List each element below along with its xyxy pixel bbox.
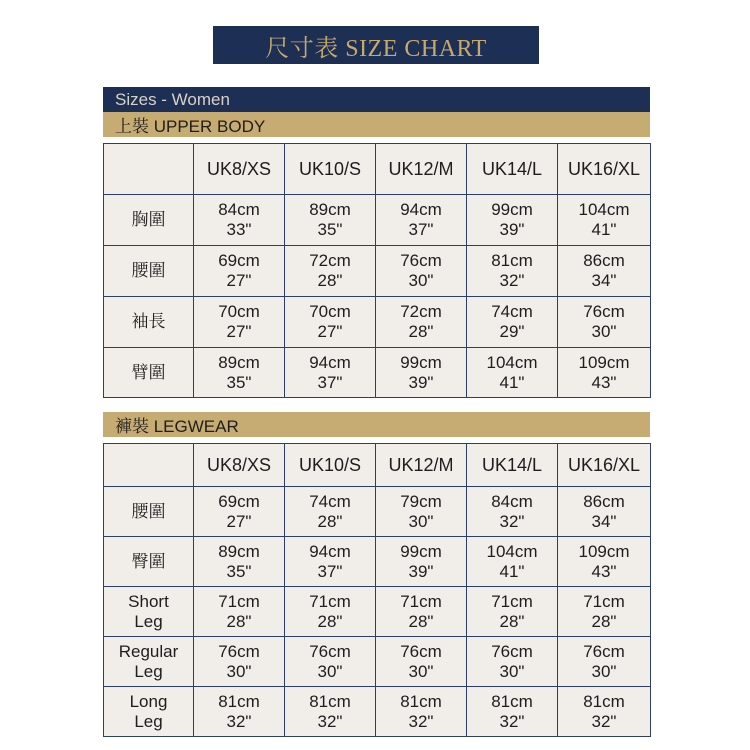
measurement-cell bbox=[285, 297, 376, 348]
measurement-cell bbox=[558, 297, 651, 348]
table-row bbox=[104, 195, 651, 246]
cm-value: 81cm bbox=[218, 691, 260, 711]
inch-value: 30" bbox=[591, 661, 617, 681]
cm-value: 72cm bbox=[309, 251, 351, 270]
inch-value: 43" bbox=[591, 372, 617, 392]
legwear-table bbox=[103, 443, 651, 737]
inch-value: 41" bbox=[499, 561, 525, 581]
inch-value: 27" bbox=[226, 271, 252, 290]
cm-value: 89cm bbox=[309, 200, 351, 219]
measurement-cell bbox=[376, 297, 467, 348]
inch-value: 34" bbox=[591, 271, 617, 290]
measurement-cell bbox=[376, 687, 467, 737]
cm-value: 71cm bbox=[491, 591, 533, 611]
cm-value: 74cm bbox=[309, 491, 351, 511]
inch-value: 32" bbox=[317, 711, 343, 731]
cm-value: 94cm bbox=[309, 352, 351, 372]
measurement-cell bbox=[558, 587, 651, 637]
inch-value: 27" bbox=[317, 322, 343, 341]
row-label-text: 腰圍 bbox=[131, 501, 166, 521]
measurement-cell bbox=[285, 246, 376, 297]
cm-value: 99cm bbox=[491, 200, 533, 219]
cm-value: 86cm bbox=[583, 251, 625, 270]
upper-body-header-label: 上裝 UPPER BODY bbox=[115, 117, 266, 136]
inch-value: 35" bbox=[226, 561, 252, 581]
inch-value: 30" bbox=[499, 661, 525, 681]
measurement-cell bbox=[558, 348, 651, 398]
upper-body-table bbox=[103, 143, 651, 398]
cm-value: 94cm bbox=[309, 541, 351, 561]
measurement-cell bbox=[376, 246, 467, 297]
cm-value: 81cm bbox=[309, 691, 351, 711]
measurement-cell bbox=[285, 687, 376, 737]
measurement-cell bbox=[376, 487, 467, 537]
measurement-cell bbox=[558, 487, 651, 537]
cm-value: 81cm bbox=[583, 691, 625, 711]
size-header: UK10/S bbox=[285, 444, 376, 487]
inch-value: 30" bbox=[226, 661, 252, 681]
table-row bbox=[104, 297, 651, 348]
cm-value: 84cm bbox=[491, 491, 533, 511]
cm-value: 76cm bbox=[400, 641, 442, 661]
inch-value: 32" bbox=[499, 511, 525, 531]
row-label-text: 臂圍 bbox=[131, 362, 166, 382]
size-header: UK14/L bbox=[467, 444, 558, 487]
upper-body-header bbox=[103, 112, 650, 137]
inch-value: 28" bbox=[591, 611, 617, 631]
cm-value: 70cm bbox=[309, 302, 351, 321]
inch-value: 37" bbox=[317, 561, 343, 581]
inch-value: 37" bbox=[408, 220, 434, 239]
row-label bbox=[104, 587, 194, 637]
inch-value: 30" bbox=[591, 322, 617, 341]
inch-value: 33" bbox=[226, 220, 252, 239]
cm-value: 81cm bbox=[400, 691, 442, 711]
table-row bbox=[104, 687, 651, 737]
cm-value: 76cm bbox=[218, 641, 260, 661]
cm-value: 86cm bbox=[583, 491, 625, 511]
measurement-cell bbox=[376, 348, 467, 398]
cm-value: 72cm bbox=[400, 302, 442, 321]
measurement-cell bbox=[467, 246, 558, 297]
measurement-cell bbox=[558, 195, 651, 246]
cm-value: 69cm bbox=[218, 491, 260, 511]
cm-value: 89cm bbox=[218, 541, 260, 561]
inch-value: 28" bbox=[408, 322, 434, 341]
cm-value: 109cm bbox=[578, 541, 630, 561]
size-header: UK8/XS bbox=[194, 144, 285, 195]
row-label bbox=[104, 687, 194, 737]
measurement-cell bbox=[376, 637, 467, 687]
cm-value: 109cm bbox=[578, 352, 630, 372]
cm-value: 74cm bbox=[491, 302, 533, 321]
measurement-cell bbox=[194, 687, 285, 737]
cm-value: 99cm bbox=[400, 352, 442, 372]
measurement-cell bbox=[194, 637, 285, 687]
measurement-cell bbox=[558, 687, 651, 737]
inch-value: 28" bbox=[408, 611, 434, 631]
inch-value: 27" bbox=[226, 322, 252, 341]
measurement-cell bbox=[376, 587, 467, 637]
section-header-women bbox=[103, 87, 650, 112]
size-header: UK14/L bbox=[467, 144, 558, 195]
inch-value: 28" bbox=[226, 611, 252, 631]
row-label bbox=[104, 297, 194, 348]
cm-value: 69cm bbox=[218, 251, 260, 270]
cm-value: 71cm bbox=[400, 591, 442, 611]
measurement-cell bbox=[285, 348, 376, 398]
title-banner bbox=[213, 26, 539, 64]
cm-value: 94cm bbox=[400, 200, 442, 219]
measurement-cell bbox=[558, 537, 651, 587]
inch-value: 30" bbox=[317, 661, 343, 681]
table-header-row bbox=[104, 144, 651, 195]
measurement-cell bbox=[194, 195, 285, 246]
measurement-cell bbox=[194, 587, 285, 637]
cm-value: 70cm bbox=[218, 302, 260, 321]
inch-value: 30" bbox=[408, 661, 434, 681]
row-label bbox=[104, 246, 194, 297]
corner-cell bbox=[104, 144, 194, 195]
cm-value: 76cm bbox=[309, 641, 351, 661]
inch-value: 41" bbox=[499, 372, 525, 392]
measurement-cell bbox=[194, 487, 285, 537]
measurement-cell bbox=[285, 195, 376, 246]
inch-value: 30" bbox=[408, 271, 434, 290]
measurement-cell bbox=[558, 246, 651, 297]
size-header: UK10/S bbox=[285, 144, 376, 195]
inch-value: 28" bbox=[317, 271, 343, 290]
cm-value: 71cm bbox=[309, 591, 351, 611]
measurement-cell bbox=[194, 537, 285, 587]
corner-cell bbox=[104, 444, 194, 487]
inch-value: 39" bbox=[499, 220, 525, 239]
inch-value: 32" bbox=[408, 711, 434, 731]
table-header-row bbox=[104, 444, 651, 487]
measurement-cell bbox=[376, 195, 467, 246]
inch-value: 29" bbox=[499, 322, 525, 341]
size-header: UK16/XL bbox=[558, 144, 651, 195]
measurement-cell bbox=[467, 195, 558, 246]
size-header: UK8/XS bbox=[194, 444, 285, 487]
page-title: 尺寸表 SIZE CHART bbox=[265, 35, 487, 62]
inch-value: 41" bbox=[591, 220, 617, 239]
inch-value: 39" bbox=[408, 561, 434, 581]
measurement-cell bbox=[467, 297, 558, 348]
measurement-cell bbox=[194, 348, 285, 398]
cm-value: 89cm bbox=[218, 352, 260, 372]
measurement-cell bbox=[285, 487, 376, 537]
measurement-cell bbox=[285, 587, 376, 637]
inch-value: 32" bbox=[499, 711, 525, 731]
size-header: UK16/XL bbox=[558, 444, 651, 487]
row-label-text: 臀圍 bbox=[131, 551, 166, 571]
measurement-cell bbox=[194, 246, 285, 297]
inch-value: 35" bbox=[317, 220, 343, 239]
measurement-cell bbox=[467, 348, 558, 398]
cm-value: 99cm bbox=[400, 541, 442, 561]
row-label bbox=[104, 487, 194, 537]
row-label-text: 胸圍 bbox=[131, 210, 166, 229]
inch-value: 39" bbox=[408, 372, 434, 392]
inch-value: 28" bbox=[317, 611, 343, 631]
table-row bbox=[104, 246, 651, 297]
table-row bbox=[104, 537, 651, 587]
inch-value: 35" bbox=[226, 372, 252, 392]
row-label-text: Leg bbox=[134, 711, 163, 731]
inch-value: 28" bbox=[317, 511, 343, 531]
row-label-text: Short bbox=[128, 591, 169, 611]
measurement-cell bbox=[194, 297, 285, 348]
inch-value: 37" bbox=[317, 372, 343, 392]
inch-value: 32" bbox=[591, 711, 617, 731]
inch-value: 34" bbox=[591, 511, 617, 531]
cm-value: 104cm bbox=[486, 352, 538, 372]
table-row bbox=[104, 487, 651, 537]
measurement-cell bbox=[285, 537, 376, 587]
cm-value: 71cm bbox=[218, 591, 260, 611]
inch-value: 32" bbox=[226, 711, 252, 731]
cm-value: 76cm bbox=[400, 251, 442, 270]
measurement-cell bbox=[467, 537, 558, 587]
row-label bbox=[104, 537, 194, 587]
measurement-cell bbox=[467, 687, 558, 737]
row-label bbox=[104, 637, 194, 687]
inch-value: 28" bbox=[499, 611, 525, 631]
inch-value: 27" bbox=[226, 511, 252, 531]
row-label bbox=[104, 195, 194, 246]
row-label-text: Leg bbox=[134, 611, 163, 631]
measurement-cell bbox=[467, 587, 558, 637]
table-row bbox=[104, 587, 651, 637]
cm-value: 79cm bbox=[400, 491, 442, 511]
inch-value: 30" bbox=[408, 511, 434, 531]
size-header: UK12/M bbox=[376, 144, 467, 195]
legwear-header-label: 褲裝 LEGWEAR bbox=[115, 417, 239, 436]
cm-value: 104cm bbox=[486, 541, 538, 561]
table-row bbox=[104, 637, 651, 687]
inch-value: 32" bbox=[499, 271, 525, 290]
row-label-text: Long bbox=[129, 691, 168, 711]
cm-value: 84cm bbox=[218, 200, 260, 219]
row-label-text: Regular bbox=[118, 641, 179, 661]
legwear-header bbox=[103, 412, 650, 437]
measurement-cell bbox=[376, 537, 467, 587]
cm-value: 104cm bbox=[578, 200, 630, 219]
cm-value: 71cm bbox=[583, 591, 625, 611]
cm-value: 81cm bbox=[491, 251, 533, 270]
cm-value: 76cm bbox=[583, 641, 625, 661]
section-header-label: Sizes - Women bbox=[115, 89, 230, 109]
row-label-text: 袖長 bbox=[131, 312, 166, 331]
row-label-text: 腰圍 bbox=[131, 261, 166, 280]
measurement-cell bbox=[285, 637, 376, 687]
cm-value: 81cm bbox=[491, 691, 533, 711]
row-label-text: Leg bbox=[134, 661, 163, 681]
measurement-cell bbox=[558, 637, 651, 687]
table-row bbox=[104, 348, 651, 398]
measurement-cell bbox=[467, 637, 558, 687]
inch-value: 43" bbox=[591, 561, 617, 581]
cm-value: 76cm bbox=[583, 302, 625, 321]
row-label bbox=[104, 348, 194, 398]
size-header: UK12/M bbox=[376, 444, 467, 487]
measurement-cell bbox=[467, 487, 558, 537]
cm-value: 76cm bbox=[491, 641, 533, 661]
